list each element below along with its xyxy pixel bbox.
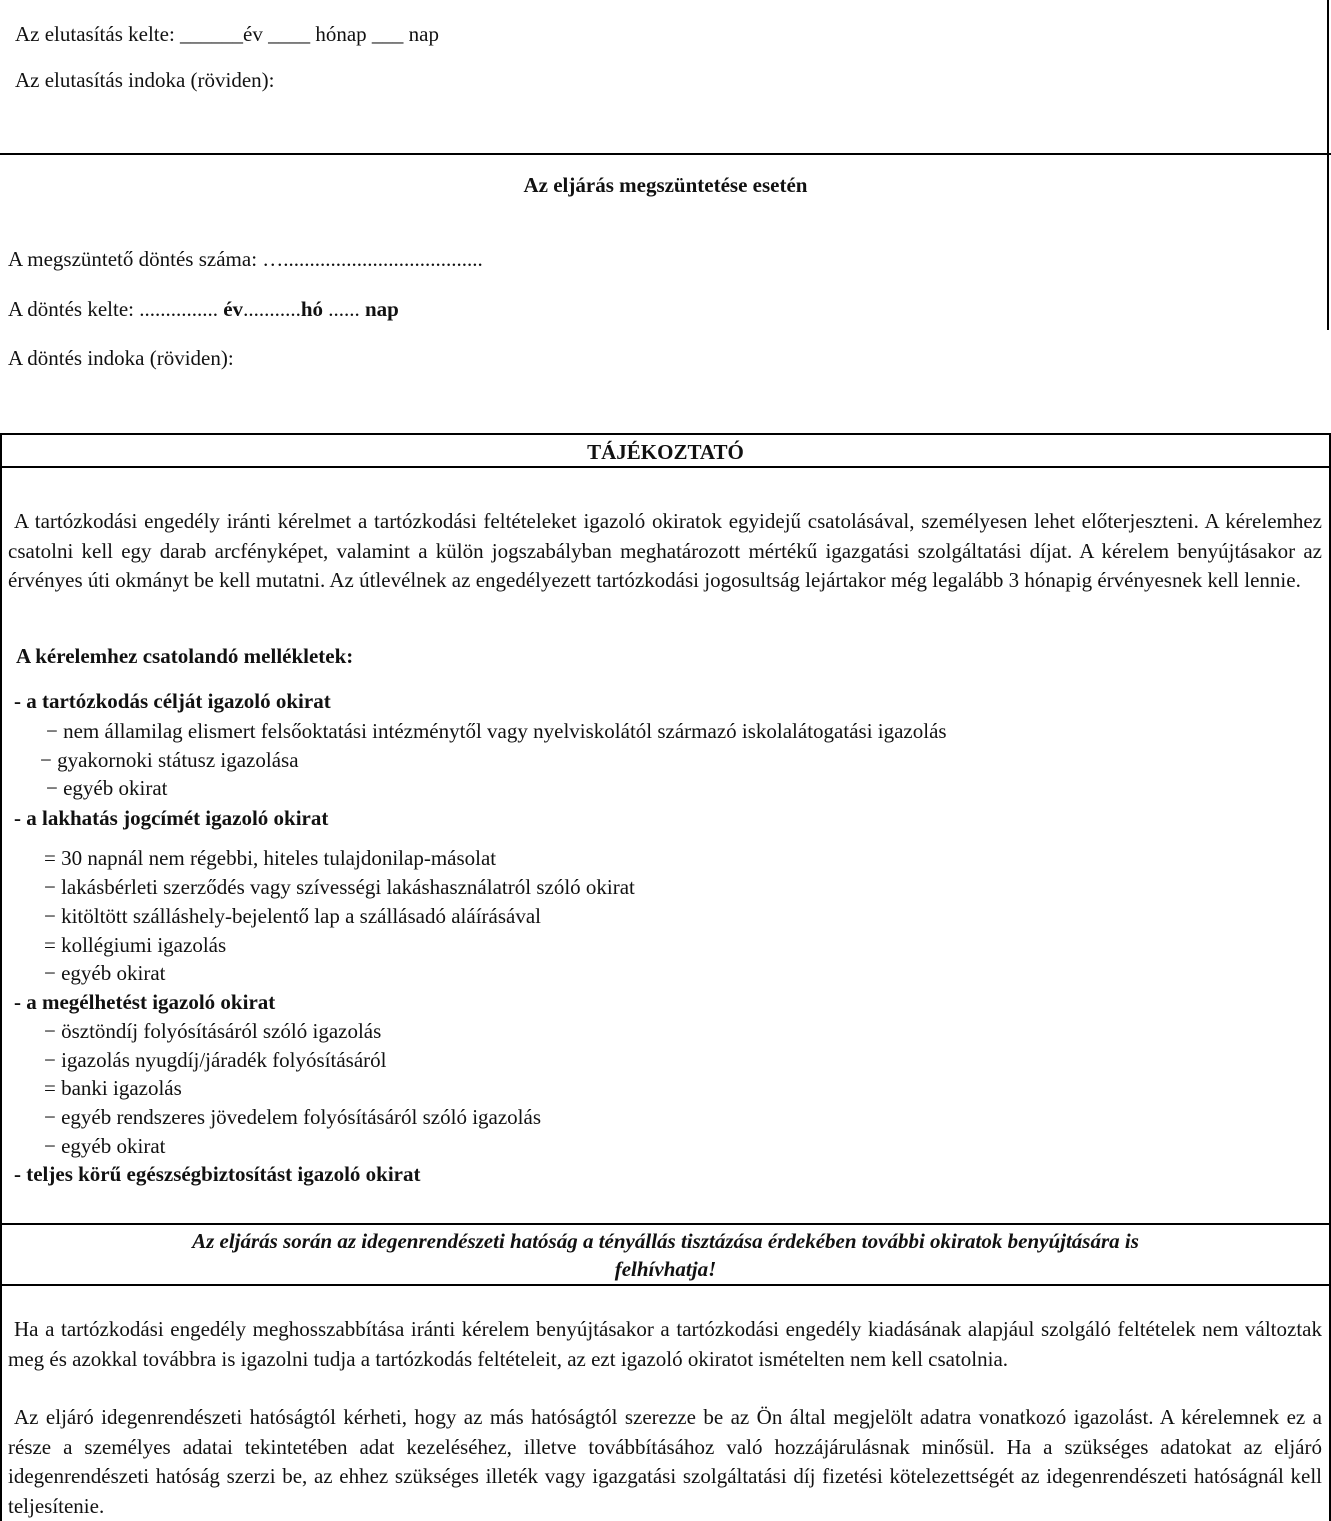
right-border-top <box>1327 0 1329 330</box>
list-item: − egyéb rendszeres jövedelem folyósításáról szóló igazolás <box>44 1105 542 1129</box>
group-title-livelihood: - a megélhetést igazoló okirat <box>14 990 276 1014</box>
group-title-insurance: - teljes körű egészségbiztosítást igazoló okirat <box>14 1162 421 1186</box>
info-paragraph: A tartózkodási engedély iránti kérelmet a tartózkodási feltételeket igazoló okiratok egyidejű csatolásával, személyesen lehet előterjeszteni. A kérelemhez csatolni kell egy darab arcfényképet, valamint a külön jogszabályban meghatározott mértékű igazgatási szolgáltatási díjat. A kérelem benyújtásakor az érvényes úti okmányt be kell mutatni. Az útlevélnek az engedélyezett tartózkodási jogosultság lejártakor még legalább 3 hónapig érvényesnek kell lennie. <box>8 509 1322 592</box>
rejection-date-line: Az elutasítás kelte: ______év ____ hónap ___ nap <box>15 22 439 46</box>
list-item: − igazolás nyugdíj/járadék folyósításáról <box>44 1048 387 1072</box>
divider-notice-bottom <box>0 1284 1331 1286</box>
list-item: − ösztöndíj folyósításáról szóló igazolás <box>44 1019 382 1043</box>
termination-reason-label: A döntés indoka (röviden): <box>8 346 234 370</box>
divider-notice-top <box>0 1223 1331 1225</box>
notice-line-2: felhívhatja! <box>614 1257 717 1281</box>
list-item: = kollégiumi igazolás <box>44 933 227 957</box>
date-ev: év <box>223 297 244 321</box>
info-heading: TÁJÉKOZTATÓ <box>587 440 744 464</box>
left-border-lower <box>0 433 2 1521</box>
date-dots-1: ........... <box>243 297 301 321</box>
divider-rejection <box>0 153 1331 155</box>
termination-decision-number: A megszüntető döntés száma: …...................................... <box>8 247 483 271</box>
final-paragraph-2: Az eljáró idegenrendészeti hatóságtól kérheti, hogy az más hatóságtól szerezze be az Ön által megjelölt adatra vonatkozó igazolást. A kérelemnek ez a része a személyes adatai tekintetében adat kezeléséhez, illetve továbbításához való hozzájárulásnak minősül. Ha a szükséges adatokat az eljáró idegenrendészeti hatóság szerzi be, az ehhez szükséges illeték vagy igazgatási szolgáltatási díj fizetési kötelezettségét az idegenrendészeti hatóságnál kell teljesítenie. <box>8 1405 1322 1518</box>
list-item: − nem államilag elismert felsőoktatási intézménytől vagy nyelviskolától származó iskolalátogatási igazolás <box>46 719 947 743</box>
divider-info-heading <box>0 466 1331 468</box>
list-item: = 30 napnál nem régebbi, hiteles tulajdonilap-másolat <box>44 846 497 870</box>
group-title-housing: - a lakhatás jogcímét igazoló okirat <box>14 806 329 830</box>
list-item: = banki igazolás <box>44 1076 182 1100</box>
attachments-heading: A kérelemhez csatolandó mellékletek: <box>16 644 354 668</box>
date-nap: nap <box>365 297 399 321</box>
list-item: − gyakornoki státusz igazolása <box>40 748 299 772</box>
list-item: − egyéb okirat <box>46 776 168 800</box>
group-title-purpose: - a tartózkodás célját igazoló okirat <box>14 689 331 713</box>
notice-line-1: Az eljárás során az idegenrendészeti hatóság a tényállás tisztázása érdekében további okiratok benyújtására is <box>192 1229 1139 1253</box>
list-item: − egyéb okirat <box>44 1134 166 1158</box>
termination-heading: Az eljárás megszüntetése esetén <box>523 173 808 197</box>
list-item: − kitöltött szálláshely-bejelentő lap a szállásadó aláírásával <box>44 904 541 928</box>
list-item: − lakásbérleti szerződés vagy szívességi lakáshasználatról szóló okirat <box>44 875 635 899</box>
date-ho: hó <box>300 297 323 321</box>
rejection-reason-label: Az elutasítás indoka (röviden): <box>15 68 275 92</box>
list-item: − egyéb okirat <box>44 961 166 985</box>
final-paragraph-1: Ha a tartózkodási engedély meghosszabbítása iránti kérelem benyújtásakor a tartózkodási engedély kiadásának alapjául szolgáló feltételek nem változtak meg és azokkal továbbra is igazolni tudja a tartózkodás feltételeit, az ezt igazoló okiratot ismételten nem kell csatolnia. <box>8 1317 1322 1371</box>
divider-termination <box>0 433 1331 435</box>
date-prefix: A döntés kelte: ............... <box>8 297 224 321</box>
date-dots-2: ...... <box>323 297 365 321</box>
termination-date-line <box>8 296 399 322</box>
